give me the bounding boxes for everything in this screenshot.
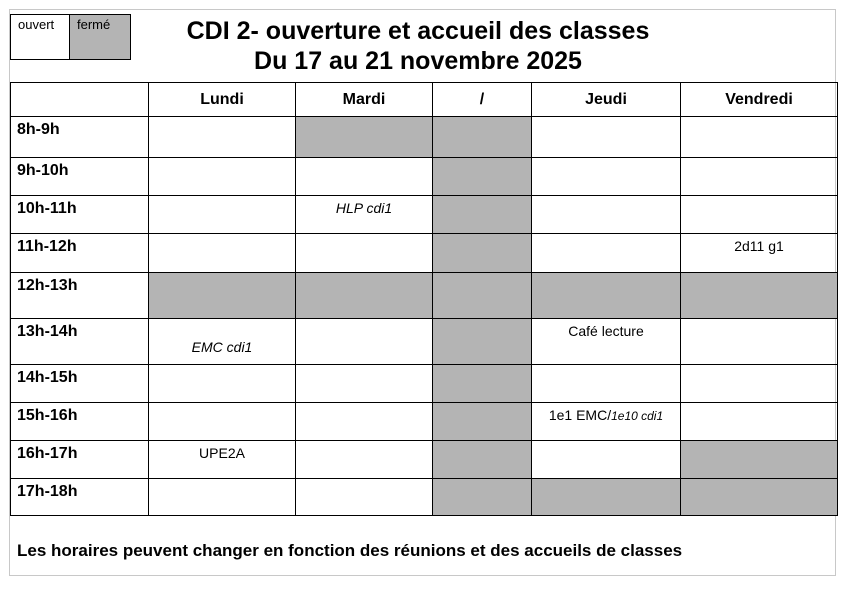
open-slot-cell <box>296 196 433 234</box>
closed-slot-cell <box>433 158 532 196</box>
document-title: CDI 2- ouverture et accueil des classes <box>186 17 650 45</box>
table-row <box>11 319 838 365</box>
closed-slot-cell <box>433 365 532 403</box>
closed-slot-cell <box>532 273 681 319</box>
open-slot-cell <box>296 403 433 441</box>
table-row <box>11 273 838 319</box>
closed-slot-cell <box>433 234 532 273</box>
open-slot-cell <box>149 319 296 365</box>
time-slot-label: 17h-18h <box>11 479 149 516</box>
legend-open: ouvert <box>10 14 70 60</box>
closed-slot-cell <box>433 403 532 441</box>
header-cell: Mardi <box>296 83 433 117</box>
open-slot-cell <box>296 479 433 516</box>
open-slot-cell <box>532 319 681 365</box>
closed-slot-cell <box>149 273 296 319</box>
slot-text: HLP cdi1 <box>335 200 393 216</box>
closed-slot-cell <box>681 273 838 319</box>
header-cell: Lundi <box>149 83 296 117</box>
open-slot-cell <box>681 196 838 234</box>
table-row <box>11 234 838 273</box>
closed-slot-cell <box>296 273 433 319</box>
slot-text: UPE2A <box>199 445 245 461</box>
open-slot-cell <box>532 234 681 273</box>
header-cell: Jeudi <box>532 83 681 117</box>
open-slot-cell <box>532 403 681 441</box>
closed-slot-cell <box>681 441 838 479</box>
open-slot-cell <box>681 319 838 365</box>
open-slot-cell <box>149 365 296 403</box>
closed-slot-cell <box>433 319 532 365</box>
legend-closed: fermé <box>69 14 131 60</box>
open-slot-cell <box>296 158 433 196</box>
open-slot-cell <box>296 441 433 479</box>
time-slot-label: 8h-9h <box>11 117 149 158</box>
time-slot-label: 16h-17h <box>11 441 149 479</box>
table-row <box>11 196 838 234</box>
schedule-table <box>10 82 838 516</box>
open-slot-cell <box>681 403 838 441</box>
slot-text: Café lecture <box>568 323 644 339</box>
slot-text: EMC cdi1 <box>191 339 253 355</box>
open-slot-cell <box>149 117 296 158</box>
closed-slot-cell <box>433 196 532 234</box>
time-slot-label: 12h-13h <box>11 273 149 319</box>
open-slot-cell <box>149 403 296 441</box>
open-slot-cell <box>532 365 681 403</box>
table-row <box>11 479 838 516</box>
table-row <box>11 441 838 479</box>
legend <box>10 14 131 60</box>
header-row <box>11 83 838 117</box>
table-row <box>11 365 838 403</box>
header-cell: / <box>433 83 532 117</box>
open-slot-cell <box>149 441 296 479</box>
slot-text: 1e1 EMC/ <box>548 407 612 423</box>
time-slot-label: 15h-16h <box>11 403 149 441</box>
table-row <box>11 403 838 441</box>
open-slot-cell <box>296 365 433 403</box>
slot-text: 2d11 g1 <box>734 238 784 254</box>
open-slot-cell <box>149 479 296 516</box>
closed-slot-cell <box>433 479 532 516</box>
closed-slot-cell <box>433 273 532 319</box>
open-slot-cell <box>532 158 681 196</box>
footer-note: Les horaires peuvent changer en fonction des réunions et des accueils de classes <box>17 541 683 560</box>
open-slot-cell <box>532 196 681 234</box>
open-slot-cell <box>681 365 838 403</box>
open-slot-cell <box>149 234 296 273</box>
closed-slot-cell <box>681 479 838 516</box>
open-slot-cell <box>532 441 681 479</box>
time-slot-label: 11h-12h <box>11 234 149 273</box>
time-slot-label: 9h-10h <box>11 158 149 196</box>
table-row <box>11 117 838 158</box>
open-slot-cell <box>532 117 681 158</box>
time-slot-label: 10h-11h <box>11 196 149 234</box>
open-slot-cell <box>296 234 433 273</box>
open-slot-cell <box>681 234 838 273</box>
open-slot-cell <box>681 158 838 196</box>
open-slot-cell <box>149 196 296 234</box>
time-slot-label: 13h-14h <box>11 319 149 365</box>
closed-slot-cell <box>433 441 532 479</box>
closed-slot-cell <box>532 479 681 516</box>
open-slot-cell <box>149 158 296 196</box>
open-slot-cell <box>681 117 838 158</box>
open-slot-cell <box>296 319 433 365</box>
document-subtitle: Du 17 au 21 novembre 2025 <box>254 47 582 75</box>
closed-slot-cell <box>433 117 532 158</box>
slot-text-extra: 1e10 cdi1 <box>611 409 664 423</box>
time-slot-label: 14h-15h <box>11 365 149 403</box>
closed-slot-cell <box>296 117 433 158</box>
header-cell <box>11 83 149 117</box>
table-row <box>11 158 838 196</box>
header-cell: Vendredi <box>681 83 838 117</box>
